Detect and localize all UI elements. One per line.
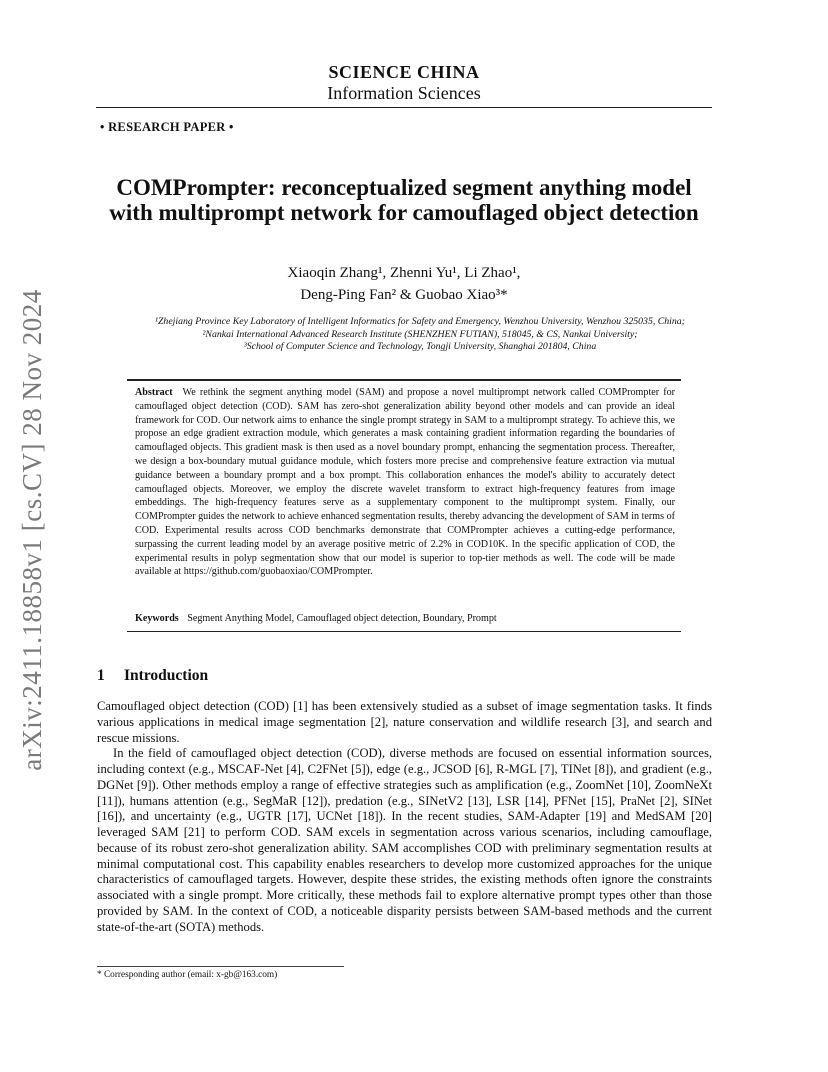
footnote-rule — [97, 966, 344, 967]
header-rule — [96, 107, 712, 108]
paragraph: Camouflaged object detection (COD) [1] has been extensively studied as a subset of image segmentation tasks. It finds various applications in medical image segmentation [2], nature conservation and wildlife research [3], and search and rescue missions. — [97, 699, 712, 745]
keywords-label: Keywords — [135, 613, 179, 624]
abstract-label: Abstract — [135, 387, 173, 398]
affiliation-2: ²Nankai International Advanced Research Institute (SHENZHEN FUTIAN), 518045, & CS, Nankai University; — [202, 328, 638, 340]
section-heading — [97, 667, 208, 685]
body-text — [97, 699, 712, 935]
paragraph: In the field of camouflaged object detection (COD), diverse methods are focused on essential information sources, including context (e.g., MSCAF-Net [4], C2FNet [5]), edge (e.g., JCSOD [6], R-MGL [7], TINet [8]), and gradient (e.g., DGNet [9]). Other methods employ a range of effective strategies such as amplification (e.g., ZoomNet [10], ZoomNeXt [11]), humans attention (e.g., SegMaR [12]), predation (e.g., SINetV2 [13], LSR [14], PFNet [15], PraNet [2], SINet [16]), and uncertainty (e.g., UGTR [17], UCNet [18]). In the recent studies, SAM-Adapter [19] and MedSAM [20] leveraged SAM [21] to perform COD. SAM excels in segmentation across various scenarios, including camouflage, because of its robust zero-shot generalization ability. SAM accomplishes COD with preliminary segmentation results at minimal computational cost. This capability enables researchers to develop more customized approaches for the unique characteristics of camouflaged targets. However, despite these strides, the existing methods often ignore the constraints associated with a single prompt. More critically, these methods fail to explore alternative prompt types other than those provided by SAM. In the context of COD, a noticeable disparity persists between SAM-based methods and the current state-of-the-art (SOTA) methods. — [97, 746, 712, 934]
keywords — [135, 613, 675, 624]
section-title: Introduction — [124, 667, 209, 684]
paper-title: COMPrompter: reconceptualized segment anything model with multiprompt network for camouflaged object detection — [109, 175, 699, 225]
journal-subtitle: Information Sciences — [327, 83, 481, 103]
affiliation-3: ³School of Computer Science and Technology, Tongji University, Shanghai 201804, China — [243, 341, 597, 352]
authors-line-1: Xiaoqin Zhang¹, Zhenni Yu¹, Li Zhao¹, — [287, 265, 521, 281]
affiliations — [80, 316, 760, 354]
abstract-bottom-rule — [127, 631, 681, 632]
keywords-text: Segment Anything Model, Camouflaged object detection, Boundary, Prompt — [187, 613, 497, 624]
journal-header — [96, 61, 712, 103]
paper-type: • RESEARCH PAPER • — [100, 120, 234, 134]
abstract-top-rule — [127, 379, 681, 381]
arxiv-stamp: arXiv:2411.18858v1 [cs.CV] 28 Nov 2024 — [17, 289, 47, 771]
affiliation-1: ¹Zhejiang Province Key Laboratory of Intelligent Informatics for Safety and Emergency, Wenzhou University, Wenzhou 325035, China; — [155, 316, 685, 327]
footnote: * Corresponding author (email: x-gb@163.com) — [97, 970, 278, 980]
abstract — [135, 386, 675, 579]
abstract-text: We rethink the segment anything model (SAM) and propose a novel multiprompt network called COMPrompter for camouflaged object detection (COD). SAM has zero-shot generalization ability beyond other models and can provide an ideal framework for COD. Our network aims to enhance the single prompt strategy in SAM to a multiprompt strategy. To achieve this, we propose an edge gradient extraction module, which generates a mask containing gradient information regarding the boundaries of camouflaged objects. This gradient mask is then used as a novel boundary prompt, enhancing the segmentation process. Thereafter, we design a box-boundary mutual guidance module, which fosters more precise and comprehensive feature extraction via mutual guidance between a boundary prompt and a box prompt. This collaboration enhances the model's ability to accurately detect camouflaged objects. Moreover, we employ the discrete wavelet transform to extract high-frequency features from image embeddings. The high-frequency features serve as a supplementary component to the multiprompt system. Finally, our COMPrompter guides the network to achieve enhanced segmentation results, thereby advancing the development of SAM in terms of COD. Experimental results across COD benchmarks demonstrate that COMPrompter achieves a cutting-edge performance, surpassing the current leading model by an average positive metric of 2.2% in COD10K. In the specific application of COD, the experimental results in polyp segmentation show that our model is superior to top-tier methods as well. The code will be made available at https://github.com/guobaoxiao/COMPrompter. — [135, 387, 676, 578]
journal-name: SCIENCE CHINA — [328, 62, 480, 82]
section-number: 1 — [97, 667, 105, 684]
authors — [96, 262, 712, 306]
authors-line-2: Deng-Ping Fan² & Guobao Xiao³* — [300, 287, 508, 303]
